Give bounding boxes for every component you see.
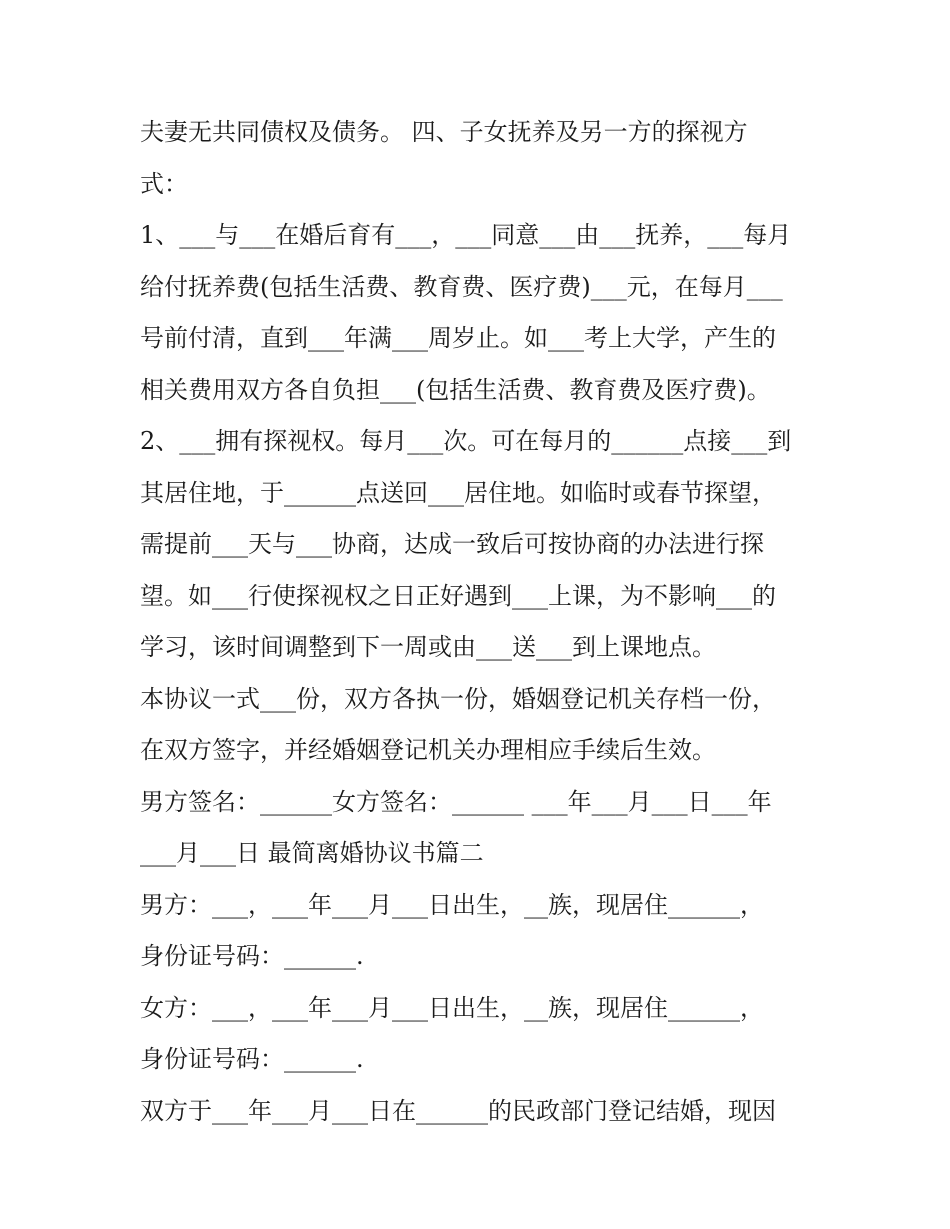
text-line: 号前付清，直到___年满___周岁止。如___考上大学，产生的 [140, 324, 776, 352]
text-line: 式： [140, 169, 188, 198]
text-line: 1、___与___在婚后育有___，___同意___由___抚养，___每月 [140, 221, 792, 249]
text-line: 望。如___行使探视权之日正好遇到___上课，为不影响___的 [140, 581, 776, 610]
text-line: 双方于___年___月___日在______的民政部门登记结婚，现因 [140, 1096, 776, 1125]
text-line: 学习，该时间调整到下一周或由___送___到上课地点。 [140, 633, 716, 661]
text-line: 2、___拥有探视权。每月___次。可在每月的______点接___到 [140, 427, 792, 455]
text-line: 给付抚养费(包括生活费、教育费、医疗费)___元，在每月___ [140, 272, 783, 301]
text-line: 男方：___，___年___月___日出生，__族，现居住______， [140, 890, 764, 919]
text-line: 其居住地，于______点送回___居住地。如临时或春节探望， [140, 478, 776, 507]
text-line: 在双方签字，并经婚姻登记机关办理相应手续后生效。 [140, 736, 716, 764]
text-line: 身份证号码：______. [140, 942, 364, 970]
text-line: 男方签名：______女方签名：______ ___年___月___日___年 [140, 787, 772, 816]
text-line: ___月___日 最简离婚协议书篇二 [140, 839, 484, 867]
text-line: 相关费用双方各自负担___(包括生活费、教育费及医疗费)。 [140, 375, 771, 404]
text-line: 女方：___，___年___月___日出生，__族，现居住______， [140, 993, 764, 1022]
text-line: 身份证号码：______. [140, 1045, 364, 1073]
text-line: 本协议一式___份，双方各执一份，婚姻登记机关存档一份， [140, 684, 776, 713]
document-body [140, 107, 840, 1137]
text-line: 需提前___天与___协商，达成一致后可按协商的办法进行探 [140, 530, 764, 558]
text-line: 夫妻无共同债权及债务。 四、子女抚养及另一方的探视方 [140, 118, 748, 146]
